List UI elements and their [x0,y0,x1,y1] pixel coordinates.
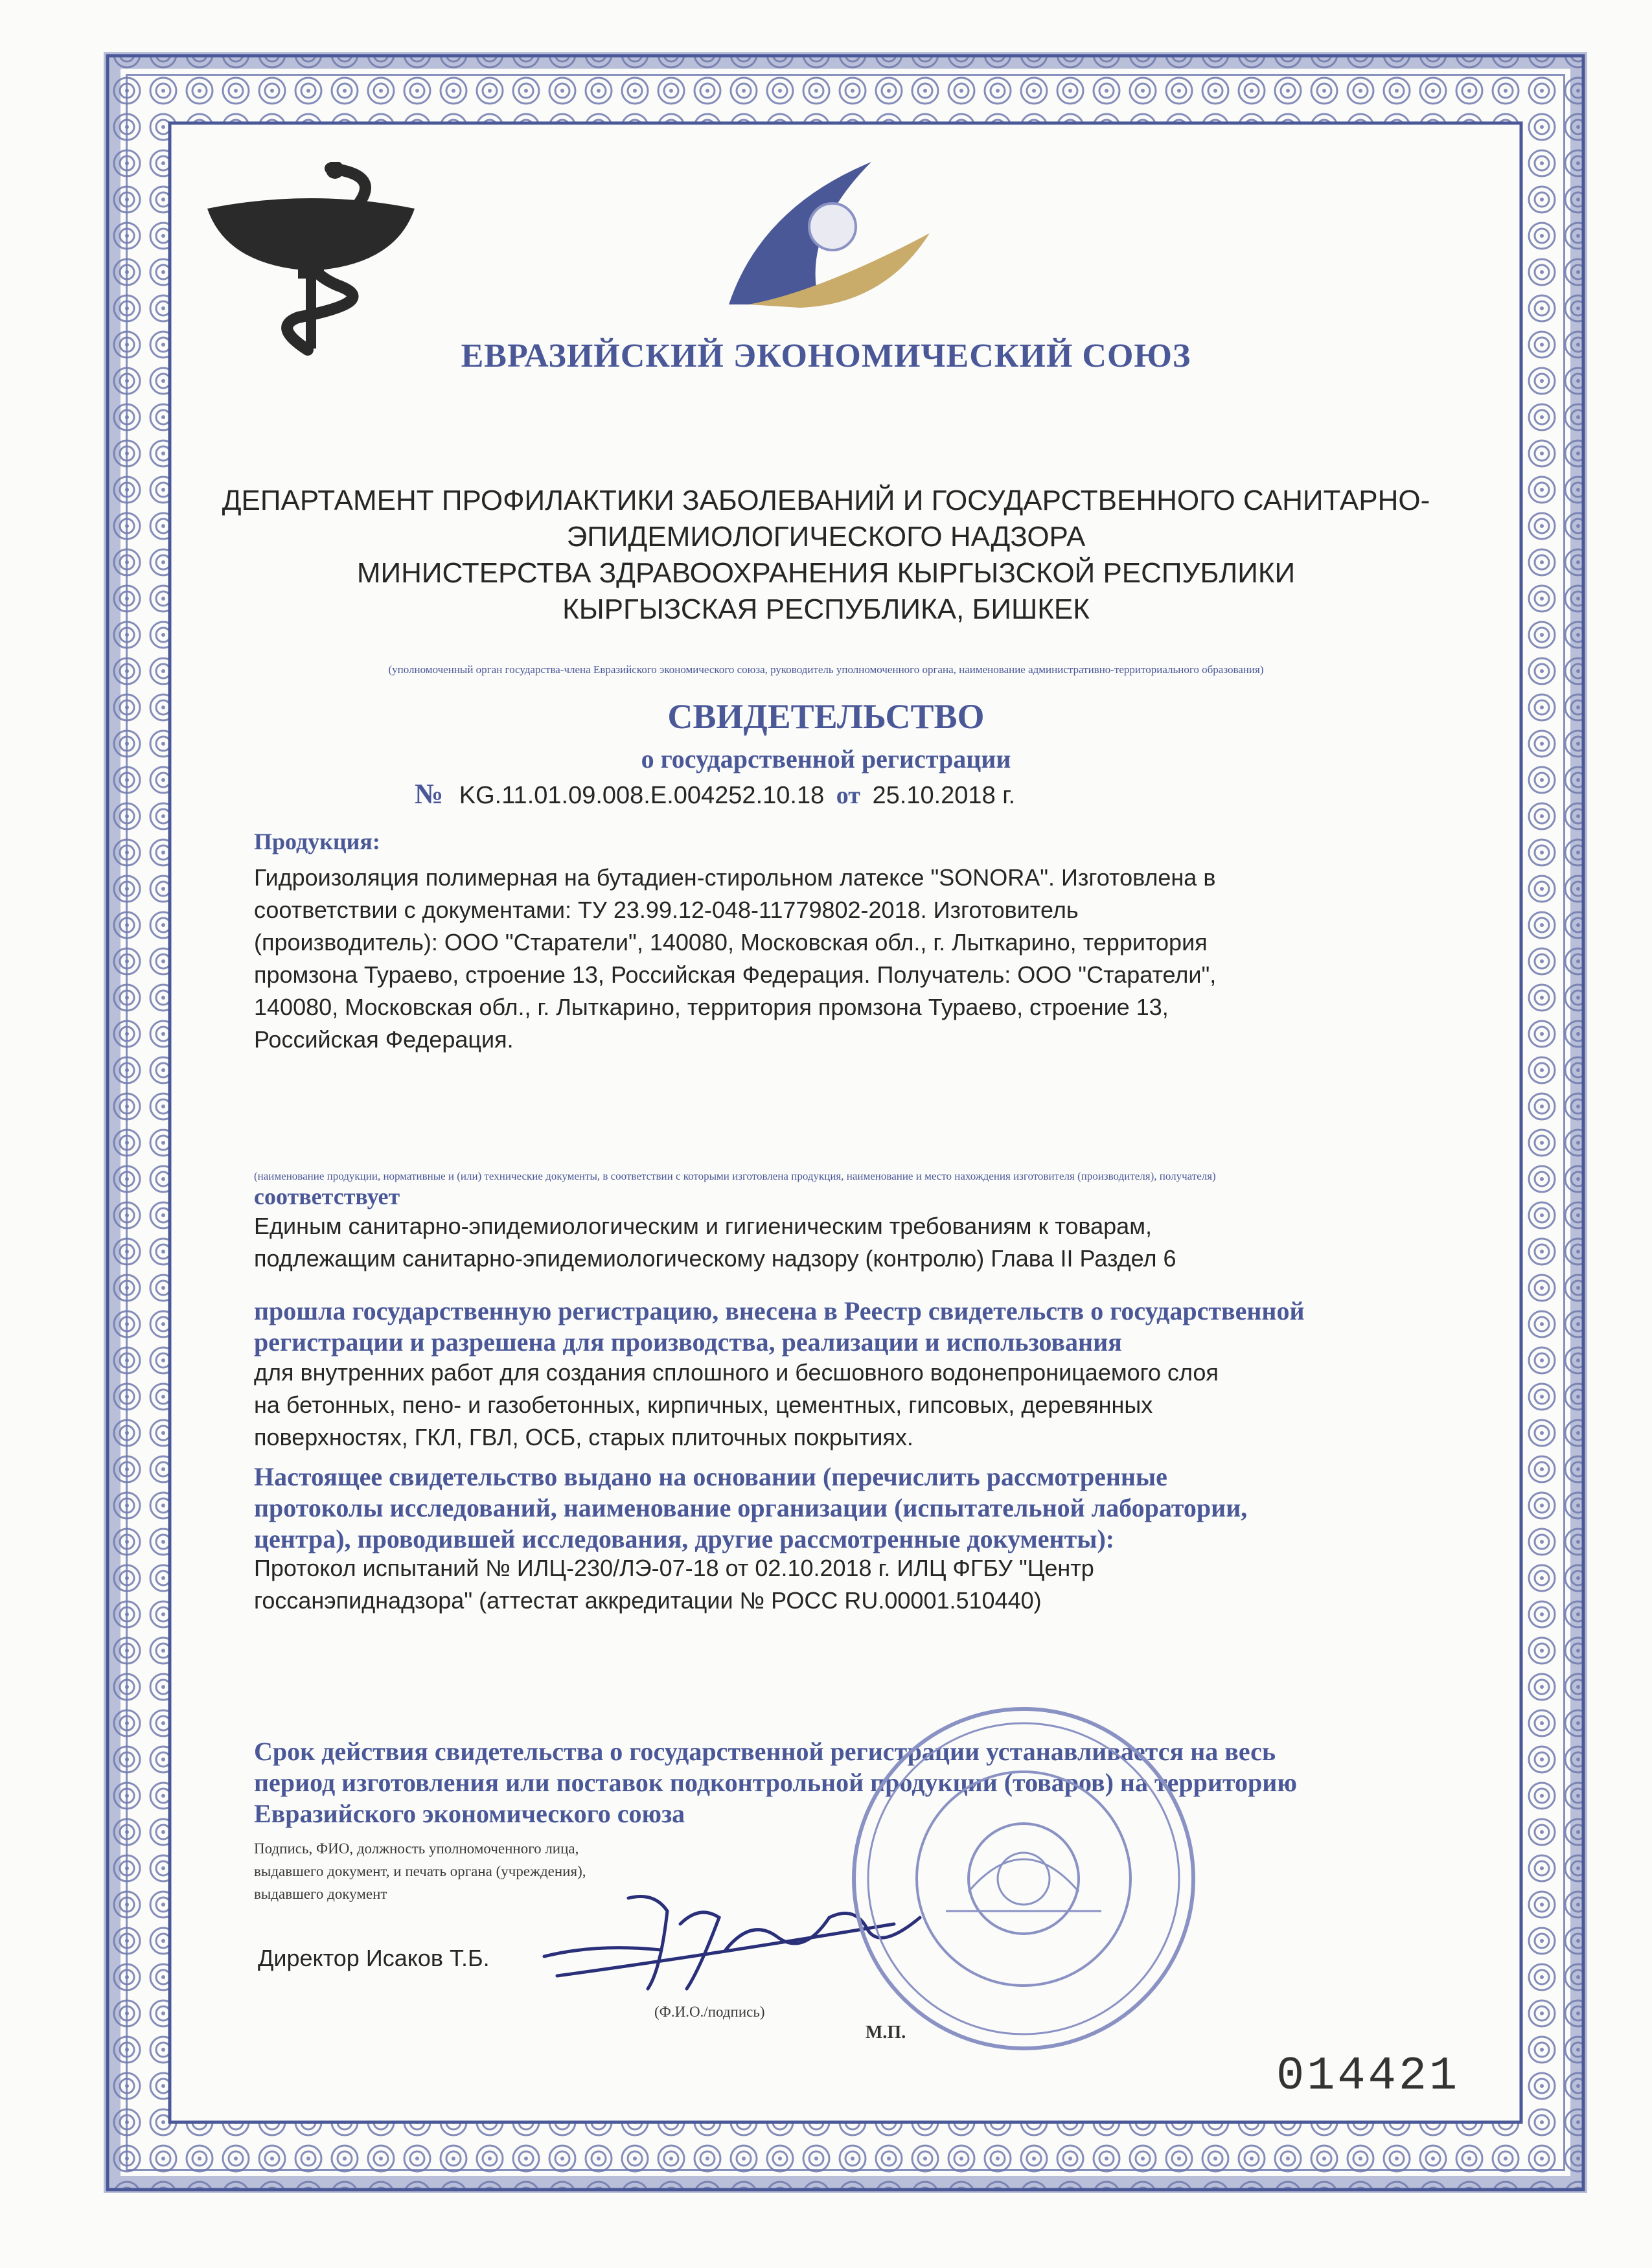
name-caption: (Ф.И.О./подпись) [654,2004,765,2020]
basis-heading-line: протоколы исследований, наименование организации (испытательной лаборатории, [254,1493,1248,1522]
registration-heading [254,1296,1498,1358]
basis-line: госсанэпиднадзора" (аттестат аккредитации № РОСС RU.00001.510440) [254,1587,1042,1614]
certificate-date: 25.10.2018 г. [872,782,1016,809]
validity-line: период изготовления или поставок подконтрольной продукции (товаров) на территорию [254,1768,1297,1797]
product-line: соответствии с документами: ТУ 23.99.12-048-11779802-2018. Изготовитель [254,897,1079,923]
date-prefix: от [836,782,860,809]
certificate-subtitle: о государственной регистрации [641,744,1011,773]
compliance-line: подлежащим санитарно-эпидемиологическому надзору (контролю) Глава II Раздел 6 [254,1245,1176,1272]
basis-heading-line: центра), проводившей исследования, другие рассмотренные документы): [254,1524,1115,1553]
number-sign: № [415,778,444,810]
validity-line: Евразийского экономического союза [254,1799,685,1828]
eaeu-logo-icon [722,155,936,311]
validity-line: Срок действия свидетельства о государственной регистрации устанавливается на весь [254,1737,1276,1766]
basis-heading [254,1461,1498,1555]
registration-heading-line: регистрации и разрешена для производства, реализации и использования [254,1327,1122,1357]
product-caption: (наименование продукции, нормативные и (или) технические документы, в соответствии с которыми изготовлена продукция, наименование и место нахождения изготовителя (производителя), получателя) [254,1170,1216,1182]
registration-line: для внутренних работ для создания сплошного и бесшовного водонепроницаемого слоя [254,1359,1219,1386]
bowl-of-hygieia-icon [201,162,421,356]
product-line: 140080, Московская обл., г. Лыткарино, территория промзона Тураево, строение 13, [254,994,1169,1020]
product-line: промзона Тураево, строение 13, Российская Федерация. Получатель: ООО "Старатели", [254,961,1217,988]
authority-caption: (уполномоченный орган государства-члена Евразийского экономического союза, руководитель уполномоченного органа, наименование административно-территориального образования) [388,663,1264,676]
compliance-text [254,1210,1485,1275]
certificate-title: СВИДЕТЕЛЬСТВО [667,697,985,736]
compliance-line: Единым санитарно-эпидемиологическим и гигиеническим требованиям к товарам, [254,1213,1152,1239]
stamp-place-label: М.П. [866,2022,906,2043]
certificate-number: KG.11.01.09.008.E.004252.10.18 [459,782,825,809]
product-line: Гидроизоляция полимерная на бутадиен-стирольном латексе "SONORA". Изготовлена в [254,864,1216,891]
product-line: Российская Федерация. [254,1026,514,1053]
product-line: (производитель): ООО "Старатели", 140080, Московская обл., г. Лыткарино, территория [254,929,1208,956]
registration-scope [254,1357,1485,1454]
union-title: ЕВРАЗИЙСКИЙ ЭКОНОМИЧЕСКИЙ СОЮЗ [461,338,1191,374]
product-label: Продукция: [254,829,380,854]
official-stamp [842,1697,1205,2060]
registration-line: на бетонных, пено- и газобетонных, кирпичных, цементных, гипсовых, деревянных [254,1392,1153,1418]
signatory: Директор Исаков Т.Б. [258,1945,490,1971]
authority-line: ДЕПАРТАМЕНТ ПРОФИЛАКТИКИ ЗАБОЛЕВАНИЙ И ГОСУДАРСТВЕННОГО САНИТАРНО- [222,485,1430,516]
authority-line: МИНИСТЕРСТВА ЗДРАВООХРАНЕНИЯ КЫРГЫЗСКОЙ РЕСПУБЛИКИ [356,557,1296,589]
serial-number: 014421 [1276,2050,1460,2103]
basis-heading-line: Настоящее свидетельство выдано на основании (перечислить рассмотренные [254,1462,1167,1491]
compliance-label: соответствует [254,1184,400,1209]
signature-caption-line: выдавшего документ, и печать органа (учреждения), [254,1863,586,1879]
registration-line: поверхностях, ГКЛ, ГВЛ, ОСБ, старых плиточных покрытиях. [254,1424,913,1450]
basis-documents [254,1552,1485,1617]
registration-heading-line: прошла государственную регистрацию, внесена в Реестр свидетельств о государственной [254,1296,1305,1325]
authority-block [168,483,1484,628]
signature-caption-line: выдавшего документ [254,1886,387,1902]
basis-line: Протокол испытаний № ИЛЦ-230/ЛЭ-07-18 от 02.10.2018 г. ИЛЦ ФГБУ "Центр [254,1555,1094,1581]
product-description [254,862,1485,1056]
signature-caption-line: Подпись, ФИО, должность уполномоченного лица, [254,1840,579,1857]
certificate-number-row [415,777,1015,810]
authority-line: ЭПИДЕМИОЛОГИЧЕСКОГО НАДЗОРА [566,521,1086,553]
authority-line: КЫРГЫЗСКАЯ РЕСПУБЛИКА, БИШКЕК [562,593,1090,625]
